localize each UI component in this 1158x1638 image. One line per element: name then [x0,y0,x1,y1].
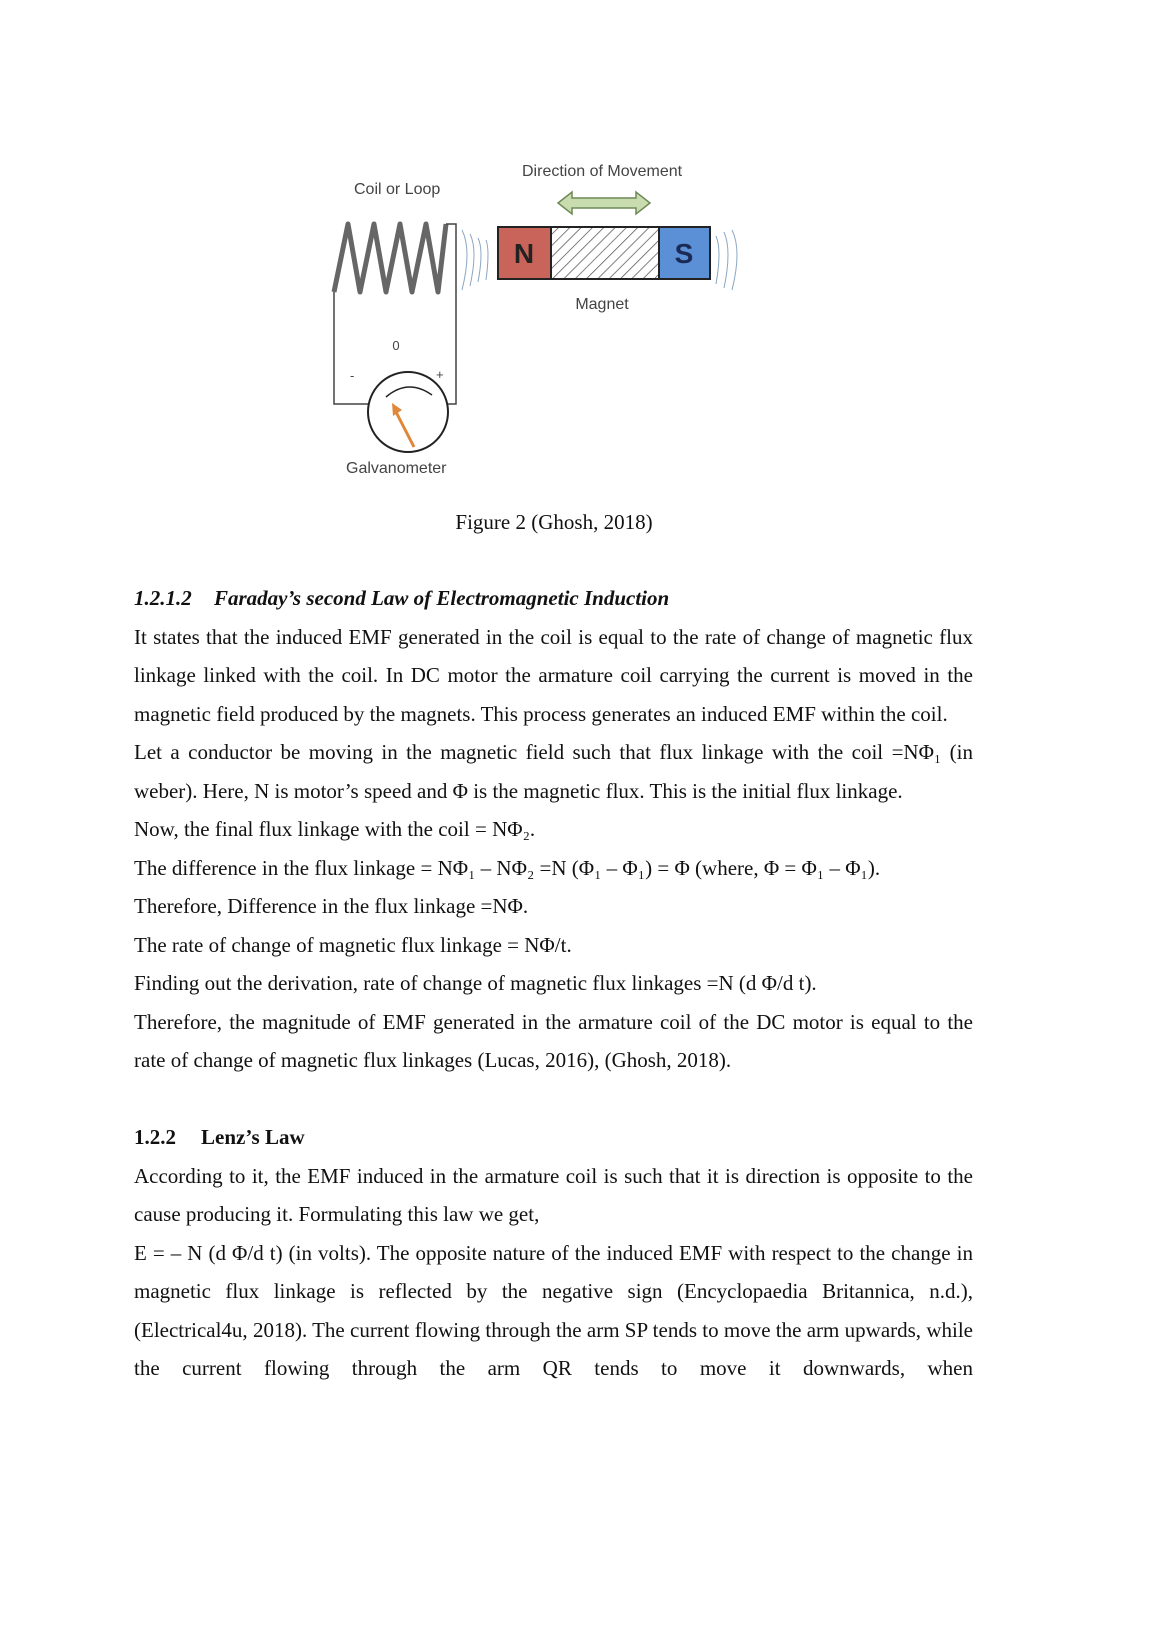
paragraph: Now, the final flux linkage with the coil = NΦ₂. [134,817,536,841]
figure-caption: Figure 2 (Ghosh, 2018) [455,510,653,534]
coil-icon [334,224,446,292]
paragraph: Finding out the derivation, rate of change of magnetic flux linkages =N (d Φ/d t). [134,971,817,995]
direction-label: Direction of Movement [522,163,683,180]
paragraph: According to it, the EMF induced in the armature coil is such that it is direction is opposite to the cause producing it. Formulating this law we get, [134,1163,973,1226]
minus-label: - [350,368,355,383]
paragraph: E = – N (d Φ/d t) (in volts). The opposite nature of the induced EMF with respect to the change in magnetic flux linkage is reflected by the negative sign (Encyclopaedia Britannica, n.d.), (Electrical4u, 2018). The current flowing through the arm SP tends to move the arm upwards, while the current flowing through the arm QR tends to move it downwards, when [134,1240,973,1380]
paragraph: It states that the induced EMF generated in the coil is equal to the rate of change of magnetic flux linkage linked with the coil. In DC motor the armature coil carrying the current is moved in the magnetic field produced by the magnets. This process generates an induced EMF within the coil. [134,624,973,726]
section-heading [134,579,973,618]
paragraph: The difference in the flux linkage = NΦ₁ – NΦ₂ =N (Φ₁ – Φ₁) = Φ (where, Φ = Φ₁ – Φ₁). [134,855,881,880]
document-body [134,579,973,1388]
south-label: S [674,238,694,269]
double-arrow-icon [558,192,650,214]
paragraph: Let a conductor be moving in the magnetic field such that flux linkage with the coil =NΦ₁ (in weber). Here, N is motor’s speed and Φ is the magnetic flux. This is the initial flux linkage. [134,740,973,803]
paragraph: The rate of change of magnetic flux linkage = NΦ/t. [134,932,572,957]
section-title: Faraday’s second Law of Electromagnetic Induction [214,586,670,610]
section-heading [134,1118,973,1157]
north-label: N [513,238,535,269]
zero-label: 0 [392,338,400,353]
galvanometer-label: Galvanometer [346,460,447,477]
magnet-body [551,227,659,279]
section-number: 1.2.1.2 [134,586,192,610]
plus-label: + [436,367,444,382]
section-title: Lenz’s Law [201,1125,305,1149]
magnet-label: Magnet [575,296,629,313]
section-number: 1.2.2 [134,1125,176,1149]
paragraph: Therefore, Difference in the flux linkage =NΦ. [134,894,529,918]
galvanometer-icon [368,372,448,452]
paragraph: Therefore, the magnitude of EMF generated in the armature coil of the DC motor is equal to the rate of change of magnetic flux linkages (Lucas, 2016), (Ghosh, 2018). [134,1009,973,1072]
coil-label: Coil or Loop [354,181,441,198]
faraday-induction-figure [330,150,760,490]
circuit-wire [334,292,374,404]
